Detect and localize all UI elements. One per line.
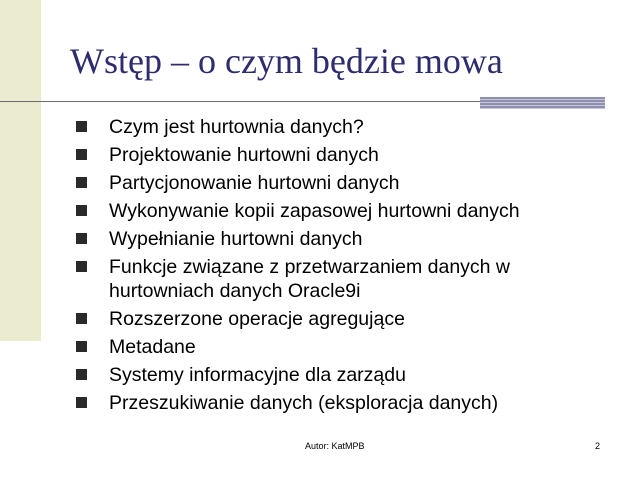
square-bullet-icon (76, 205, 87, 216)
square-bullet-icon (76, 233, 87, 244)
footer-author: Autor: KatMPB (305, 441, 365, 451)
bullet-text: Rozszerzone operacje agregujące (109, 308, 405, 330)
square-bullet-icon (76, 369, 87, 380)
bullet-item (76, 307, 616, 331)
slide-title: Wstęp – o czym będzie mowa (70, 41, 503, 81)
bullet-text: Partycjonowanie hurtowni danych (109, 172, 400, 194)
bullet-item (76, 115, 616, 139)
bullet-text: Wykonywanie kopii zapasowej hurtowni danych (109, 200, 520, 222)
bullet-text: Projektowanie hurtowni danych (109, 144, 379, 166)
square-bullet-icon (76, 121, 87, 132)
bullet-item (76, 335, 616, 359)
left-decor-bar (0, 0, 41, 341)
bullet-text: Metadane (109, 336, 196, 358)
title-divider-block (480, 97, 605, 109)
bullet-item (76, 255, 616, 303)
square-bullet-icon (76, 261, 87, 272)
title-divider-line (0, 101, 480, 102)
bullet-text: Systemy informacyjne dla zarządu (109, 364, 406, 386)
bullet-text: Funkcje związane z przetwarzaniem danych w hurtowniach danych Oracle9i (109, 256, 511, 302)
footer-page-number: 2 (595, 441, 601, 451)
bullet-item (76, 199, 616, 223)
bullet-item (76, 227, 616, 251)
bullet-text: Czym jest hurtownia danych? (109, 116, 364, 138)
bullet-list (76, 115, 616, 419)
square-bullet-icon (76, 341, 87, 352)
square-bullet-icon (76, 177, 87, 188)
square-bullet-icon (76, 397, 87, 408)
bullet-text: Wypełnianie hurtowni danych (109, 228, 363, 250)
bullet-item (76, 143, 616, 167)
bullet-item (76, 363, 616, 387)
square-bullet-icon (76, 149, 87, 160)
square-bullet-icon (76, 313, 87, 324)
bullet-text: Przeszukiwanie danych (eksploracja danych) (109, 392, 499, 414)
bullet-item (76, 171, 616, 195)
bullet-item (76, 391, 616, 415)
